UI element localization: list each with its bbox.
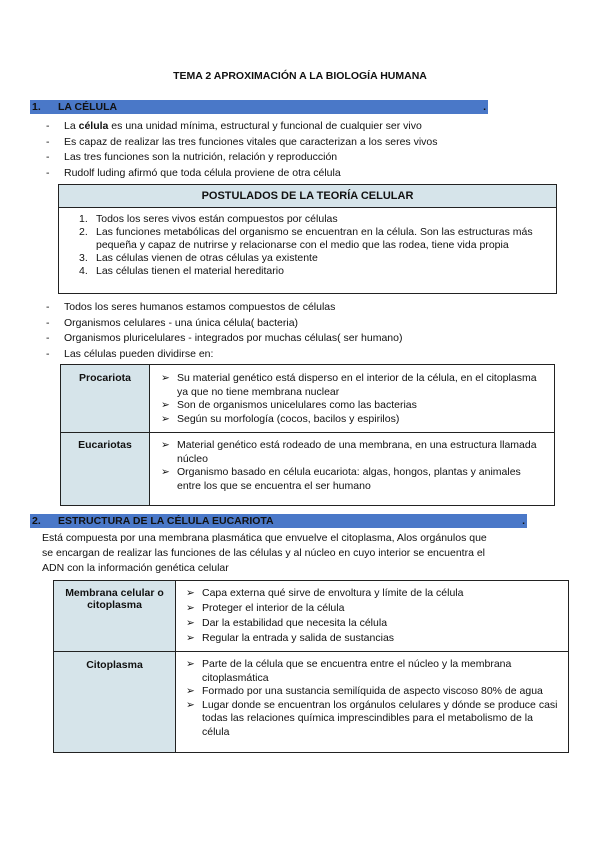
list-item: ➢ Parte de la célula que se encuentra entre el núcleo y la membrana citoplasmática <box>186 658 512 684</box>
bullet-text: Las células pueden dividirse en: <box>64 347 214 360</box>
postulate-text: Las funciones metabólicas del organismo se encuentran en la célula. Son las estructuras más pequeña y capaz de nutrirse y relacionarse con el medio que las rodea, tiene vida propia <box>96 226 533 251</box>
section-2-number: 2. <box>32 515 41 527</box>
bullet-text: Es capaz de realizar las tres funciones vitales que caracterizan a los seres vivos <box>64 135 438 148</box>
document-title: TEMA 2 APROXIMACIÓN A LA BIOLOGÍA HUMANA <box>173 70 427 82</box>
arrow-bullet-icon: ➢ <box>161 372 170 384</box>
arrow-bullet-icon: ➢ <box>186 587 195 599</box>
intro-line: Está compuesta por una membrana plasmática que envuelve el citoplasma, Alos orgánulos que <box>42 532 487 544</box>
list-item: ➢ Formado por una sustancia semilíquida de aspecto viscoso 80% de agua <box>186 685 543 697</box>
dash-icon: - <box>46 332 50 344</box>
arrow-bullet-icon: ➢ <box>161 466 170 478</box>
cell-type-content-procariota <box>150 365 555 433</box>
list-item: ➢ Proteger el interior de la célula <box>186 602 345 614</box>
arrow-bullet-icon: ➢ <box>186 602 195 614</box>
section-2-dot: . <box>522 515 525 527</box>
dash-icon: - <box>46 316 50 329</box>
bullet-text: Las tres funciones son la nutrición, relación y reproducción <box>64 151 338 163</box>
cell-type-label-eucariotas: Eucariotas <box>61 433 150 506</box>
intro-line: ADN con la información genética celular <box>42 562 229 574</box>
cell-type-label-procariota: Procariota <box>61 365 150 433</box>
bullet-text: Organismos pluricelulares - integrados por muchas células( ser humano) <box>64 332 403 344</box>
arrow-bullet-icon: ➢ <box>161 412 170 425</box>
postulate-text: Las células vienen de otras células ya existente <box>96 252 318 264</box>
bullet-text-post: es una unidad mínima, estructural y funcional de cualquier ser vivo <box>108 120 422 132</box>
list-item: ➢ Según su morfología (cocos, bacilos y espirilos) <box>161 412 400 425</box>
bullet-text: Organismos celulares - una única célula( bacteria) <box>64 316 299 329</box>
intro-line: se encargan de realizar las funciones de las células y al núcleo en cuyo interior se encuentra el <box>42 547 486 559</box>
section-2-heading <box>30 514 527 528</box>
bullet-text: Todos los seres humanos estamos compuestos de células <box>64 301 336 313</box>
cell-part-content-membrana <box>176 581 569 652</box>
dash-icon: - <box>46 120 50 132</box>
cell-type-content-eucariotas <box>150 433 555 506</box>
bullet-text: Rudolf luding afirmó que toda célula proviene de otra célula <box>64 166 341 179</box>
arrow-bullet-icon: ➢ <box>161 439 170 451</box>
cell-types-table <box>60 364 555 506</box>
postulates-list <box>79 213 544 278</box>
dash-icon: - <box>46 135 50 148</box>
list-item: 1. Todos los seres vivos están compuestos por células <box>79 213 338 225</box>
section-1-number: 1. <box>32 101 41 113</box>
list-item: ➢ Regular la entrada y salida de sustancias <box>186 632 395 644</box>
table-row <box>61 365 555 433</box>
dash-icon: - <box>46 347 50 360</box>
section-1-title: LA CÉLULA <box>58 101 118 113</box>
table-row <box>61 433 555 506</box>
postulate-text: Las células tienen el material hereditario <box>96 265 284 277</box>
list-item: ➢ Capa externa qué sirve de envoltura y límite de la célula <box>186 587 464 599</box>
cell-part-label-citoplasma: Citoplasma <box>54 652 176 753</box>
cell-part-content-citoplasma <box>176 652 569 753</box>
postulate-text: Todos los seres vivos están compuestos por células <box>96 213 338 225</box>
table-row <box>54 581 569 652</box>
list-item: 3. Las células vienen de otras células ya existente <box>79 252 318 264</box>
list-item: ➢ Su material genético está disperso en el interior de la célula, en el citoplasma ya que no tiene membrana nuclear <box>161 372 537 398</box>
section-2-intro <box>42 531 562 576</box>
arrow-bullet-icon: ➢ <box>186 617 195 629</box>
list-item: ➢ Lugar donde se encuentran los orgánulos celulares y dónde se produce casi todas las relaciones química imprescindibles para el metabolismo de la célula <box>186 698 558 738</box>
dash-icon: - <box>46 151 50 163</box>
arrow-bullet-icon: ➢ <box>186 685 195 697</box>
cell-part-label-membrana: Membrana celular o citoplasma <box>54 581 176 652</box>
dash-icon: - <box>46 166 50 179</box>
arrow-bullet-icon: ➢ <box>186 698 195 711</box>
list-item: 4. Las células tienen el material hereditario <box>79 265 284 277</box>
section-1-heading <box>30 100 488 114</box>
bullet-text-bold: célula <box>78 120 109 132</box>
list-item: ➢ Material genético está rodeado de una membrana, en una estructura llamada núcleo <box>161 439 537 465</box>
arrow-bullet-icon: ➢ <box>186 632 195 644</box>
postulates-heading: POSTULADOS DE LA TEORÍA CELULAR <box>59 185 556 208</box>
arrow-bullet-icon: ➢ <box>186 658 195 670</box>
list-item: 2. Las funciones metabólicas del organismo se encuentran en la célula. Son las estructuras más pequeña y capaz de nutrirse y relacionarse con el medio que las rodea, tiene vida propia <box>79 226 533 251</box>
list-item: ➢ Organismo basado en célula eucariota: algas, hongos, plantas y animales entre los que se encuentra el ser humano <box>161 466 521 492</box>
section-1-dot: . <box>483 101 486 113</box>
arrow-bullet-icon: ➢ <box>161 399 170 411</box>
list-item: ➢ Dar la estabilidad que necesita la célula <box>186 617 388 629</box>
dash-icon: - <box>46 301 50 313</box>
section-2-title: ESTRUCTURA DE LA CÉLULA EUCARIOTA <box>58 515 274 527</box>
list-item: ➢ Son de organismos unicelulares como las bacterias <box>161 399 417 411</box>
table-row <box>54 652 569 753</box>
bullet-text-pre: La <box>64 120 79 132</box>
cell-parts-table <box>53 580 569 753</box>
postulates-box <box>58 184 557 294</box>
